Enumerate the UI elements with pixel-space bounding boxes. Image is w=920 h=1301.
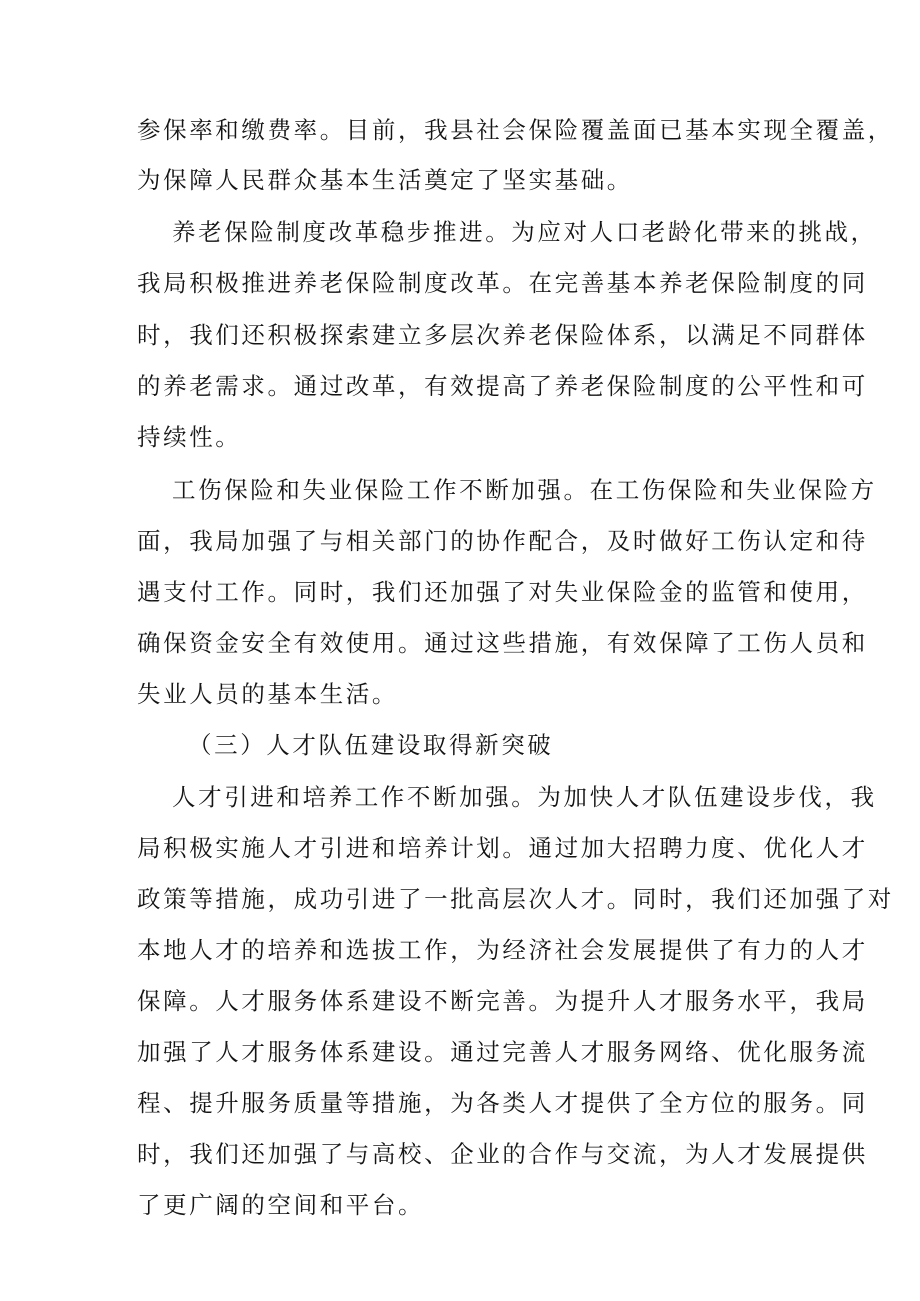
text-line: 持续性。 [137,423,242,451]
text-line: 加强了人才服务体系建设。通过完善人才服务网络、优化服务流 [137,1038,868,1066]
text-line: 的养老需求。通过改革，有效提高了养老保险制度的公平性和可 [137,372,868,400]
text-line: 养老保险制度改革稳步推进。为应对人口老龄化带来的挑战， [172,218,877,246]
text-line: 工伤保险和失业保险工作不断加强。在工伤保险和失业保险方 [172,476,877,504]
text-line: 确保资金安全有效使用。通过这些措施，有效保障了工伤人员和 [137,629,868,657]
text-line: 面，我局加强了与相关部门的协作配合，及时做好工伤认定和待 [137,527,868,555]
text-line: 时，我们还积极探索建立多层次养老保险体系，以满足不同群体 [137,321,868,349]
text-line: 保障。人才服务体系建设不断完善。为提升人才服务水平，我局 [137,987,868,1015]
text-line: 本地人才的培养和选拔工作，为经济社会发展提供了有力的人才 [137,936,868,964]
text-line: 我局积极推进养老保险制度改革。在完善基本养老保险制度的同 [137,269,868,297]
text-line: 政策等措施，成功引进了一批高层次人才。同时，我们还加强了对 [137,885,894,913]
section-heading: （三）人才队伍建设取得新突破 [188,731,554,759]
text-line: 为保障人民群众基本生活奠定了坚实基础。 [137,166,633,194]
text-line: 程、提升服务质量等措施，为各类人才提供了全方位的服务。同 [137,1089,868,1117]
text-line: 局积极实施人才引进和培养计划。通过加大招聘力度、优化人才 [137,834,868,862]
text-line: 参保率和缴费率。目前，我县社会保险覆盖面已基本实现全覆盖， [137,116,894,144]
text-line: 失业人员的基本生活。 [137,680,398,708]
text-line: 了更广阔的空间和平台。 [137,1191,425,1219]
text-line: 遇支付工作。同时，我们还加强了对失业保险金的监管和使用， [137,578,868,606]
text-line: 人才引进和培养工作不断加强。为加快人才队伍建设步伐，我 [172,783,877,811]
text-line: 时，我们还加强了与高校、企业的合作与交流，为人才发展提供 [137,1140,868,1168]
